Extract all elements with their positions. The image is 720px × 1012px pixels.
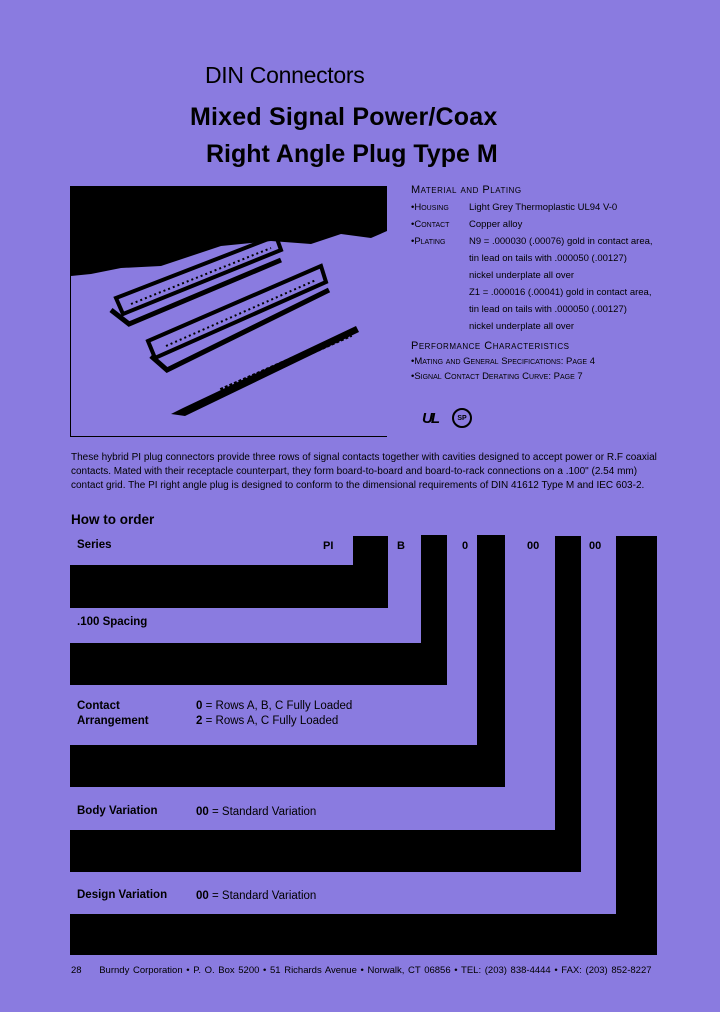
chart-band-series [70,565,388,608]
order-label-design: Design Variation [77,889,168,901]
performance-section [411,340,701,384]
plating-detail: tin lead on tails with .000050 (.00127) [469,253,627,264]
performance-heading: Performance Characteristics [411,340,570,352]
connector-illustration [71,186,387,436]
page-title-line1: Mixed Signal Power/Coax [190,103,498,131]
option-text: = Standard Variation [208,806,317,818]
spec-row-contact [411,216,691,233]
order-code-spacing: B [397,540,405,552]
product-photo [70,186,387,437]
spec-key: • Contact [411,216,469,233]
spec-value: Light Grey Thermoplastic UL94 V-0 [469,202,618,213]
performance-link-mating-specs[interactable]: • Mating and General Specifications: Page 4 [411,354,701,369]
option-text: = Rows A, B, C Fully Loaded [202,700,353,712]
order-label-contact-line2: Arrangement [77,715,149,727]
option-contact-2 [196,714,352,729]
plating-detail: nickel underplate all over [469,270,575,281]
spec-value: Copper alloy [469,219,523,230]
order-label-series: Series [77,539,112,551]
page-number: 28 [71,965,82,976]
spec-key: • Housing [411,199,469,216]
option-contact-0 [196,699,352,714]
category-heading: DIN Connectors [205,62,365,88]
chart-band-design [70,914,657,955]
option-code: 00 [196,890,209,902]
chart-band-body [70,830,581,872]
certification-marks [422,408,472,428]
material-plating-heading: Material and Plating [411,184,522,196]
performance-link-derating-curve[interactable]: • Signal Contact Derating Curve: Page 7 [411,369,701,384]
ul-listed-icon: UL [422,409,438,427]
plating-detail: tin lead on tails with .000050 (.00127) [469,304,627,315]
spec-row-plating [411,233,691,250]
spec-row-housing [411,199,691,216]
order-code-body: 00 [527,540,540,552]
company-contact-info: Burndy Corporation • P. O. Box 5200 • 51 Richards Avenue • Norwalk, CT 06856 • TEL: (203) 838-4444 • FAX: (203) 852-8227 [99,965,652,976]
option-code: 2 [196,715,203,727]
plating-detail: Z1 = .000016 (.00041) gold in contact area, [469,287,652,298]
spec-value: N9 = .000030 (.00076) gold in contact area, [469,236,653,247]
chart-band-contact [70,745,505,787]
csa-certified-icon: SP [452,408,472,428]
spec-key: • Plating [411,233,469,250]
order-label-contact-line1: Contact [77,700,120,712]
option-text: = Rows A, C Fully Loaded [202,715,339,727]
order-options-body [196,805,316,820]
chart-column-body [555,536,581,872]
product-description: These hybrid PI plug connectors provide three rows of signal contacts together with cavities designed to accept power or R.F coaxial contacts. Mated with their receptacle counterpart, they form board-to-board and board-to-rack connections on a .100" (2.54 mm) contact grid. The PI right angle plug is designed to conform to the dimensional requirements of DIN 41612 Type M and IEC 603-2. [71,452,657,491]
order-options-contact [196,699,352,729]
order-label-body: Body Variation [77,805,158,817]
option-code: 00 [196,806,209,818]
plating-detail: nickel underplate all over [469,321,575,332]
chart-band-spacing [70,643,447,685]
page-footer [71,965,652,976]
order-label-spacing: .100 Spacing [77,616,148,628]
order-code-series: PI [323,540,334,552]
option-text: = Standard Variation [208,890,317,902]
how-to-order-heading: How to order [71,512,155,527]
order-options-design [196,889,316,904]
chart-column-design [616,536,657,955]
order-label-contact [77,699,149,729]
option-code: 0 [196,700,203,712]
order-code-design: 00 [589,540,602,552]
order-code-contact: 0 [462,540,469,552]
page-title-line2: Right Angle Plug Type M [206,140,498,168]
material-plating-section [411,184,691,335]
